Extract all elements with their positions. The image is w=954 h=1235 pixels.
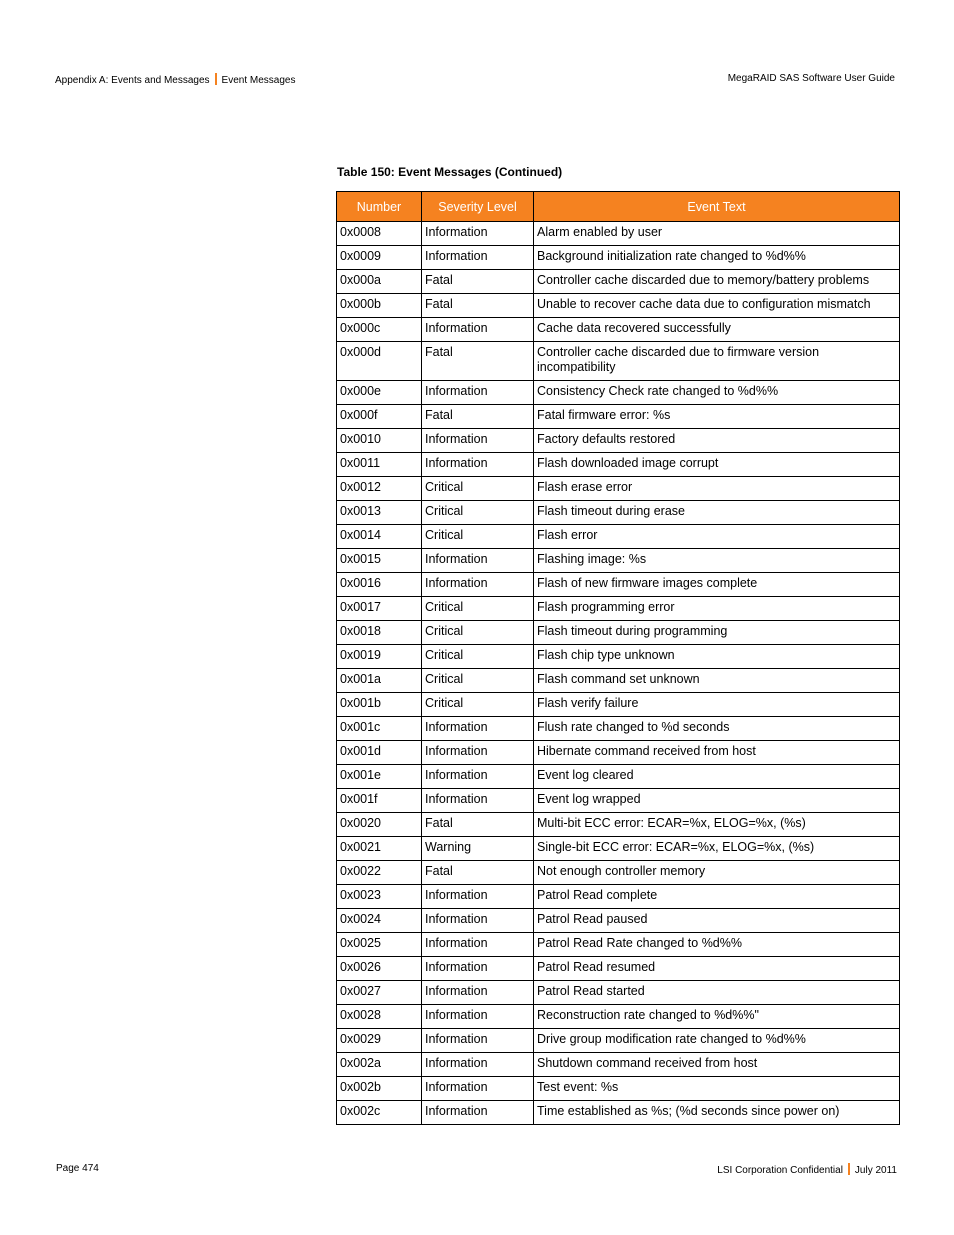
event-number-cell: 0x000f	[337, 405, 422, 429]
event-text-cell: Flash timeout during programming	[534, 621, 900, 645]
severity-level-cell: Critical	[422, 621, 534, 645]
severity-level-cell: Information	[422, 1053, 534, 1077]
column-header-event-text: Event Text	[534, 192, 900, 222]
table-row	[337, 1029, 900, 1053]
event-number-cell: 0x002c	[337, 1101, 422, 1125]
event-number-cell: 0x001e	[337, 765, 422, 789]
guide-title: MegaRAID SAS Software User Guide	[727, 73, 895, 84]
event-text-cell: Event log cleared	[534, 765, 900, 789]
table-row	[337, 477, 900, 501]
table-row	[337, 645, 900, 669]
event-number-cell: 0x0022	[337, 861, 422, 885]
event-text-cell: Not enough controller memory	[534, 861, 900, 885]
table-row	[337, 1053, 900, 1077]
event-text-cell: Flash downloaded image corrupt	[534, 453, 900, 477]
event-text-cell: Event log wrapped	[534, 789, 900, 813]
table-row	[337, 957, 900, 981]
table-row	[337, 1005, 900, 1029]
table-row	[337, 1101, 900, 1125]
table-row	[337, 318, 900, 342]
event-text-cell: Single-bit ECC error: ECAR=%x, ELOG=%x, (%s)	[534, 837, 900, 861]
table-row	[337, 222, 900, 246]
event-text-cell: Flash chip type unknown	[534, 645, 900, 669]
event-text-cell: Cache data recovered successfully	[534, 318, 900, 342]
event-text-cell: Controller cache discarded due to firmware version incompatibility	[534, 342, 900, 381]
header-separator	[215, 73, 217, 85]
event-number-cell: 0x000b	[337, 294, 422, 318]
severity-level-cell: Information	[422, 789, 534, 813]
event-number-cell: 0x0023	[337, 885, 422, 909]
running-footer-right	[717, 1163, 897, 1176]
event-text-cell: Controller cache discarded due to memory/battery problems	[534, 270, 900, 294]
header-section: Appendix A: Events and Messages	[55, 75, 210, 86]
event-text-cell: Patrol Read complete	[534, 885, 900, 909]
footer-date: July 2011	[854, 1165, 897, 1176]
severity-level-cell: Fatal	[422, 861, 534, 885]
event-text-cell: Flash verify failure	[534, 693, 900, 717]
event-number-cell: 0x001c	[337, 717, 422, 741]
event-text-cell: Multi-bit ECC error: ECAR=%x, ELOG=%x, (%s)	[534, 813, 900, 837]
event-number-cell: 0x000d	[337, 342, 422, 381]
event-text-cell: Patrol Read Rate changed to %d%%	[534, 933, 900, 957]
event-number-cell: 0x0024	[337, 909, 422, 933]
table-row	[337, 270, 900, 294]
table-row	[337, 717, 900, 741]
event-number-cell: 0x0018	[337, 621, 422, 645]
event-text-cell: Patrol Read started	[534, 981, 900, 1005]
severity-level-cell: Information	[422, 318, 534, 342]
event-number-cell: 0x0015	[337, 549, 422, 573]
event-number-cell: 0x0029	[337, 1029, 422, 1053]
event-text-cell: Alarm enabled by user	[534, 222, 900, 246]
severity-level-cell: Critical	[422, 501, 534, 525]
page-number: Page 474	[56, 1163, 99, 1174]
event-number-cell: 0x0027	[337, 981, 422, 1005]
event-number-cell: 0x001a	[337, 669, 422, 693]
severity-level-cell: Fatal	[422, 294, 534, 318]
event-text-cell: Flash of new firmware images complete	[534, 573, 900, 597]
severity-level-cell: Information	[422, 981, 534, 1005]
table-caption: Table 150: Event Messages (Continued)	[337, 165, 563, 179]
event-text-cell: Shutdown command received from host	[534, 1053, 900, 1077]
event-text-cell: Drive group modification rate changed to %d%%	[534, 1029, 900, 1053]
event-text-cell: Patrol Read paused	[534, 909, 900, 933]
table-row	[337, 981, 900, 1005]
severity-level-cell: Information	[422, 549, 534, 573]
footer-separator	[848, 1163, 850, 1175]
severity-level-cell: Information	[422, 933, 534, 957]
event-text-cell: Reconstruction rate changed to %d%%"	[534, 1005, 900, 1029]
event-number-cell: 0x002b	[337, 1077, 422, 1101]
event-number-cell: 0x0009	[337, 246, 422, 270]
severity-level-cell: Information	[422, 381, 534, 405]
event-text-cell: Consistency Check rate changed to %d%%	[534, 381, 900, 405]
event-number-cell: 0x0011	[337, 453, 422, 477]
severity-level-cell: Critical	[422, 597, 534, 621]
severity-level-cell: Information	[422, 741, 534, 765]
event-number-cell: 0x0017	[337, 597, 422, 621]
event-number-cell: 0x0019	[337, 645, 422, 669]
severity-level-cell: Information	[422, 885, 534, 909]
table-row	[337, 597, 900, 621]
event-text-cell: Flash command set unknown	[534, 669, 900, 693]
event-number-cell: 0x0014	[337, 525, 422, 549]
event-text-cell: Flush rate changed to %d seconds	[534, 717, 900, 741]
event-text-cell: Flash error	[534, 525, 900, 549]
running-header-left	[55, 73, 295, 86]
table-row	[337, 909, 900, 933]
event-text-cell: Flashing image: %s	[534, 549, 900, 573]
table-header-row	[337, 192, 900, 222]
event-number-cell: 0x0026	[337, 957, 422, 981]
event-number-cell: 0x0020	[337, 813, 422, 837]
table-row	[337, 501, 900, 525]
event-text-cell: Flash timeout during erase	[534, 501, 900, 525]
event-messages-table	[336, 191, 900, 1125]
severity-level-cell: Information	[422, 573, 534, 597]
event-text-cell: Unable to recover cache data due to configuration mismatch	[534, 294, 900, 318]
severity-level-cell: Information	[422, 1101, 534, 1125]
table-row	[337, 813, 900, 837]
event-number-cell: 0x001d	[337, 741, 422, 765]
event-number-cell: 0x0008	[337, 222, 422, 246]
severity-level-cell: Information	[422, 957, 534, 981]
table-row	[337, 453, 900, 477]
table-row	[337, 885, 900, 909]
event-number-cell: 0x0012	[337, 477, 422, 501]
severity-level-cell: Information	[422, 717, 534, 741]
event-number-cell: 0x0021	[337, 837, 422, 861]
event-text-cell: Flash erase error	[534, 477, 900, 501]
table-row	[337, 405, 900, 429]
footer-confidential: LSI Corporation Confidential	[717, 1165, 843, 1176]
severity-level-cell: Information	[422, 1077, 534, 1101]
event-number-cell: 0x0013	[337, 501, 422, 525]
event-text-cell: Patrol Read resumed	[534, 957, 900, 981]
event-text-cell: Test event: %s	[534, 1077, 900, 1101]
severity-level-cell: Information	[422, 453, 534, 477]
header-subsection: Event Messages	[221, 75, 296, 86]
event-text-cell: Factory defaults restored	[534, 429, 900, 453]
event-number-cell: 0x001b	[337, 693, 422, 717]
severity-level-cell: Fatal	[422, 270, 534, 294]
table-row	[337, 294, 900, 318]
event-number-cell: 0x000a	[337, 270, 422, 294]
severity-level-cell: Critical	[422, 693, 534, 717]
table-row	[337, 669, 900, 693]
severity-level-cell: Critical	[422, 477, 534, 501]
severity-level-cell: Critical	[422, 525, 534, 549]
severity-level-cell: Critical	[422, 669, 534, 693]
severity-level-cell: Critical	[422, 645, 534, 669]
event-text-cell: Fatal firmware error: %s	[534, 405, 900, 429]
table-row	[337, 381, 900, 405]
event-number-cell: 0x001f	[337, 789, 422, 813]
severity-level-cell: Fatal	[422, 813, 534, 837]
severity-level-cell: Information	[422, 1029, 534, 1053]
severity-level-cell: Information	[422, 222, 534, 246]
severity-level-cell: Information	[422, 765, 534, 789]
table-row	[337, 861, 900, 885]
event-text-cell: Background initialization rate changed to %d%%	[534, 246, 900, 270]
column-header-number: Number	[337, 192, 422, 222]
table-row	[337, 573, 900, 597]
severity-level-cell: Information	[422, 1005, 534, 1029]
event-number-cell: 0x000c	[337, 318, 422, 342]
column-header-severity: Severity Level	[422, 192, 534, 222]
event-text-cell: Hibernate command received from host	[534, 741, 900, 765]
table-row	[337, 693, 900, 717]
severity-level-cell: Information	[422, 246, 534, 270]
event-number-cell: 0x000e	[337, 381, 422, 405]
event-number-cell: 0x0016	[337, 573, 422, 597]
table-row	[337, 789, 900, 813]
event-number-cell: 0x0028	[337, 1005, 422, 1029]
severity-level-cell: Warning	[422, 837, 534, 861]
table-row	[337, 765, 900, 789]
table-row	[337, 246, 900, 270]
event-number-cell: 0x0025	[337, 933, 422, 957]
table-row	[337, 342, 900, 381]
running-header-right	[728, 73, 895, 84]
event-number-cell: 0x002a	[337, 1053, 422, 1077]
severity-level-cell: Information	[422, 909, 534, 933]
table-row	[337, 837, 900, 861]
event-text-cell: Time established as %s; (%d seconds since power on)	[534, 1101, 900, 1125]
severity-level-cell: Fatal	[422, 342, 534, 381]
table-row	[337, 933, 900, 957]
table-row	[337, 429, 900, 453]
severity-level-cell: Information	[422, 429, 534, 453]
table-row	[337, 525, 900, 549]
table-row	[337, 741, 900, 765]
event-text-cell: Flash programming error	[534, 597, 900, 621]
table-row	[337, 1077, 900, 1101]
table-row	[337, 621, 900, 645]
table-row	[337, 549, 900, 573]
event-number-cell: 0x0010	[337, 429, 422, 453]
severity-level-cell: Fatal	[422, 405, 534, 429]
